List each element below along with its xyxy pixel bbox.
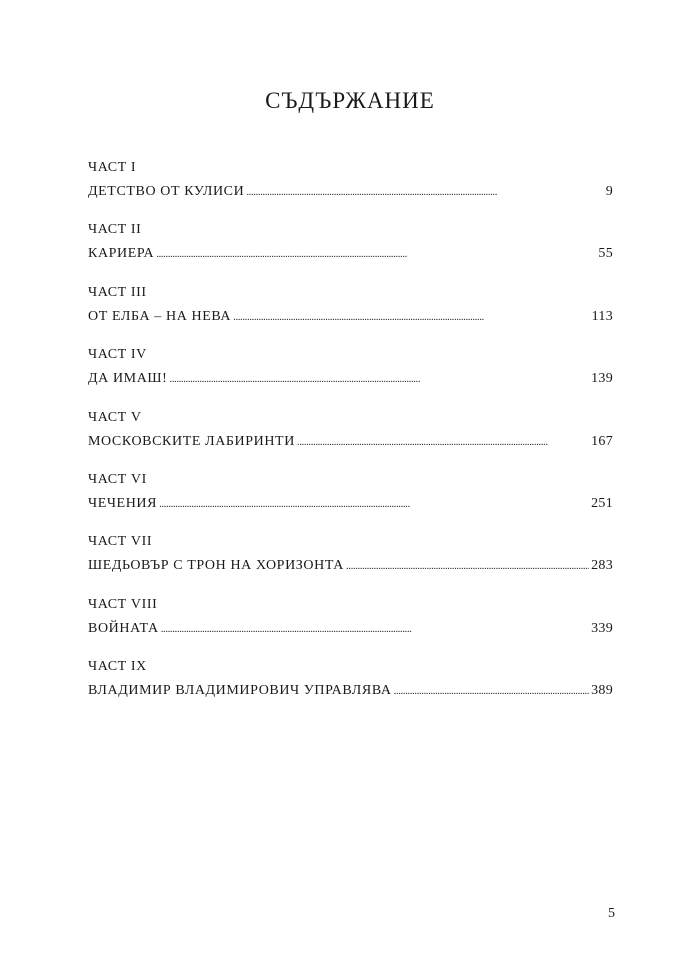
entry-page-number: 9 [605, 184, 613, 199]
toc-entry-part-2 [88, 220, 613, 282]
toc-line[interactable] [88, 619, 613, 639]
entry-page-number: 283 [591, 558, 613, 574]
part-label: ЧАСТ IV [88, 347, 147, 363]
entry-title: ВЛАДИМИР ВЛАДИМИРОВИЧ УПРАВЛЯВА [88, 683, 392, 699]
table-of-contents [88, 158, 613, 720]
toc-entry-part-8 [88, 595, 613, 657]
entry-title: МОСКОВСКИТЕ ЛАБИРИНТИ [88, 433, 295, 449]
part-label: ЧАСТ II [88, 222, 142, 238]
toc-entry-part-1 [88, 158, 613, 220]
page-number: 5 [608, 906, 615, 921]
entry-page-number: 167 [591, 433, 613, 449]
part-label: ЧАСТ IX [88, 659, 147, 675]
entry-title: ЧЕЧЕНИЯ [88, 495, 158, 511]
entry-page-number: 113 [591, 308, 613, 324]
dot-leader [156, 244, 596, 264]
entry-page-number: 139 [591, 371, 613, 387]
toc-line[interactable] [88, 556, 613, 576]
dot-leader [346, 556, 589, 576]
toc-line[interactable] [88, 369, 613, 389]
toc-line[interactable] [88, 681, 613, 701]
dot-leader [297, 432, 589, 452]
part-label: ЧАСТ I [88, 160, 137, 175]
entry-title: ДА ИМАШ! [88, 371, 168, 387]
toc-entry-part-4 [88, 345, 613, 407]
dot-leader [161, 619, 589, 639]
page-title: СЪДЪРЖАНИЕ [265, 88, 435, 113]
part-label: ЧАСТ V [88, 409, 142, 425]
entry-page-number: 251 [591, 495, 613, 511]
toc-entry-part-6 [88, 470, 613, 532]
entry-title: ШЕДЬОВЪР С ТРОН НА ХОРИЗОНТА [88, 558, 344, 574]
part-label: ЧАСТ VII [88, 534, 153, 550]
toc-line[interactable] [88, 494, 613, 514]
toc-line[interactable] [88, 307, 613, 327]
toc-entry-part-5 [88, 408, 613, 470]
part-label: ЧАСТ III [88, 284, 147, 300]
dot-leader [169, 369, 589, 389]
part-label: ЧАСТ VIII [88, 596, 158, 612]
dot-leader [159, 494, 589, 514]
entry-page-number: 55 [598, 246, 613, 262]
toc-entry-part-7 [88, 532, 613, 594]
toc-line[interactable] [88, 244, 613, 264]
entry-page-number: 339 [591, 620, 613, 636]
dot-leader [246, 182, 603, 202]
toc-entry-part-9 [88, 657, 613, 719]
toc-line[interactable] [88, 432, 613, 452]
entry-title: ДЕТСТВО ОТ КУЛИСИ [88, 184, 245, 199]
toc-line[interactable] [88, 182, 613, 202]
entry-title: ВОЙНАТА [88, 620, 159, 636]
dot-leader [394, 681, 590, 701]
part-label: ЧАСТ VI [88, 471, 147, 487]
entry-title: КАРИЕРА [88, 246, 155, 262]
dot-leader [233, 307, 589, 327]
entry-title: ОТ ЕЛБА – НА НЕВА [88, 308, 232, 324]
toc-entry-part-3 [88, 283, 613, 345]
entry-page-number: 389 [591, 683, 613, 699]
